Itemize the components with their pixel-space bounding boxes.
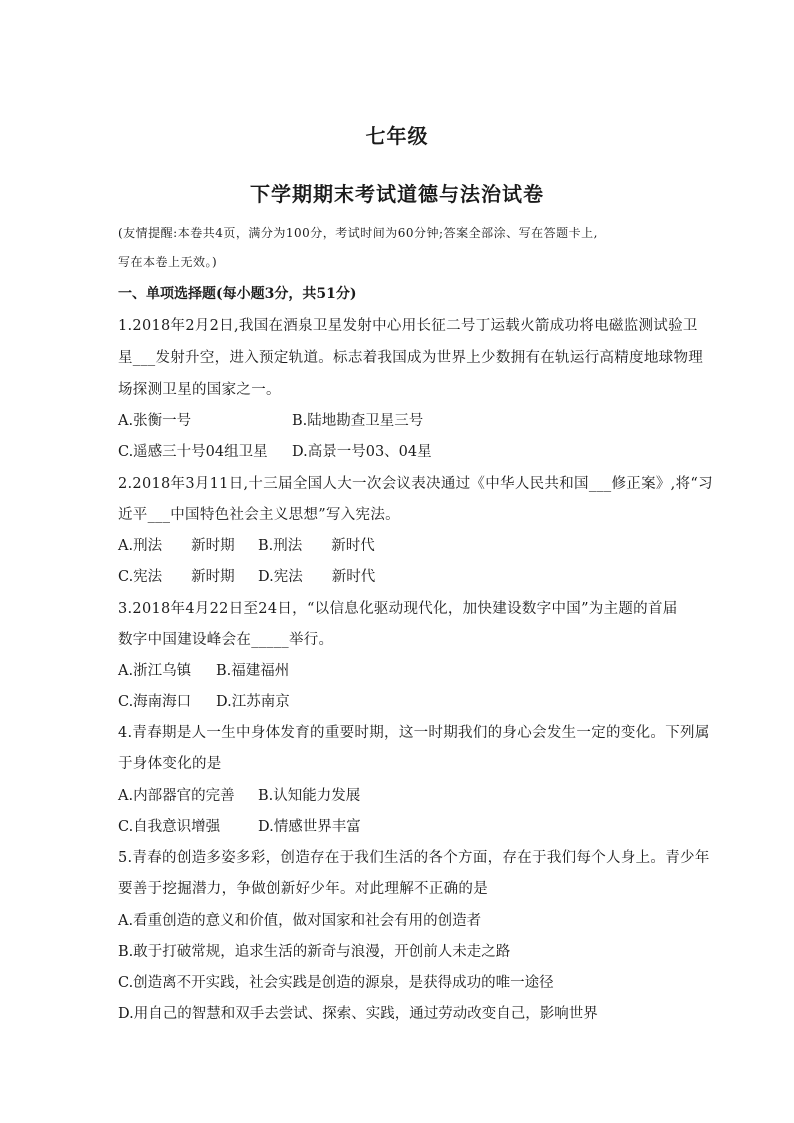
question-5-line-1: 5.青春的创造多姿多彩，创造存在于我们生活的各个方面，存在于我们每个人身上。青少年 bbox=[118, 850, 710, 866]
question-5-option-b[interactable]: B.敢于打破常规，追求生活的新奇与浪漫，开创前人未走之路 bbox=[118, 944, 511, 960]
question-2-line-1: 2.2018年3月11日,十三届全国人大一次会议表决通过《中华人民共和国___修正案》,将“习 bbox=[118, 476, 713, 492]
question-1-option-b[interactable]: B.陆地勘查卫星三号 bbox=[292, 413, 424, 429]
question-4-option-b[interactable]: B.认知能力发展 bbox=[258, 788, 361, 804]
question-3-option-a[interactable]: A.浙江乌镇 bbox=[118, 663, 192, 679]
question-3-option-b[interactable]: B.福建福州 bbox=[216, 663, 290, 679]
question-1-line-2: 星___发射升空，进入预定轨道。标志着我国成为世界上少数拥有在轨运行高精度地球物理 bbox=[118, 350, 704, 366]
question-3-option-c[interactable]: C.海南海口 bbox=[118, 694, 192, 710]
question-5-option-d[interactable]: D.用自己的智慧和双手去尝试、探索、实践，通过劳动改变自己，影响世界 bbox=[118, 1006, 598, 1022]
question-3-line-2: 数字中国建设峰会在_____举行。 bbox=[118, 632, 334, 648]
question-3-option-d[interactable]: D.江苏南京 bbox=[216, 694, 290, 710]
question-3-line-1: 3.2018年4月22日至24日，“以信息化驱动现代化，加快建设数字中国”为主题的首届 bbox=[118, 601, 678, 617]
question-1-option-a[interactable]: A.张衡一号 bbox=[118, 413, 192, 429]
exam-title: 下学期期末考试道德与法治试卷 bbox=[250, 182, 544, 206]
question-5-line-2: 要善于挖掘潜力，争做创新好少年。对此理解不正确的是 bbox=[118, 881, 488, 897]
question-4-line-1: 4.青春期是人一生中身体发育的重要时期，这一时期我们的身心会发生一定的变化。下列属 bbox=[118, 725, 710, 741]
section-heading: 一、单项选择题(每小题3分，共51分) bbox=[118, 286, 357, 302]
instructions-line-1: (友情提醒:本卷共4页，满分为100分，考试时间为60分钟;答案全部涂、写在答题卡上, bbox=[118, 226, 598, 240]
question-4-option-a[interactable]: A.内部器官的完善 bbox=[118, 788, 235, 804]
question-1-line-1: 1.2018年2月2日,我国在酒泉卫星发射中心用长征二号丁运载火箭成功将电磁监测试验卫 bbox=[118, 318, 698, 334]
question-5-option-c[interactable]: C.创造离不开实践，社会实践是创造的源泉，是获得成功的唯一途径 bbox=[118, 975, 554, 991]
grade-title: 七年级 bbox=[365, 124, 429, 148]
question-4-option-c[interactable]: C.自我意识增强 bbox=[118, 819, 221, 835]
question-2-option-d[interactable]: D.宪法 新时代 bbox=[258, 569, 376, 585]
question-2-option-c[interactable]: C.宪法 新时期 bbox=[118, 569, 235, 585]
question-1-option-c[interactable]: C.遥感三十号04组卫星 bbox=[118, 444, 268, 460]
question-2-option-b[interactable]: B.刑法 新时代 bbox=[258, 538, 375, 554]
question-5-option-a[interactable]: A.看重创造的意义和价值，做对国家和社会有用的创造者 bbox=[118, 913, 482, 929]
question-2-option-a[interactable]: A.刑法 新时期 bbox=[118, 538, 235, 554]
question-1-option-d[interactable]: D.高景一号03、04星 bbox=[292, 444, 432, 460]
question-2-line-2: 近平___中国特色社会主义思想”写入宪法。 bbox=[118, 507, 400, 523]
instructions-line-2: 写在本卷上无效。) bbox=[118, 255, 218, 269]
question-4-line-2: 于身体变化的是 bbox=[118, 756, 222, 772]
question-1-line-3: 场探测卫星的国家之一。 bbox=[118, 382, 281, 398]
question-4-option-d[interactable]: D.情感世界丰富 bbox=[258, 819, 361, 835]
